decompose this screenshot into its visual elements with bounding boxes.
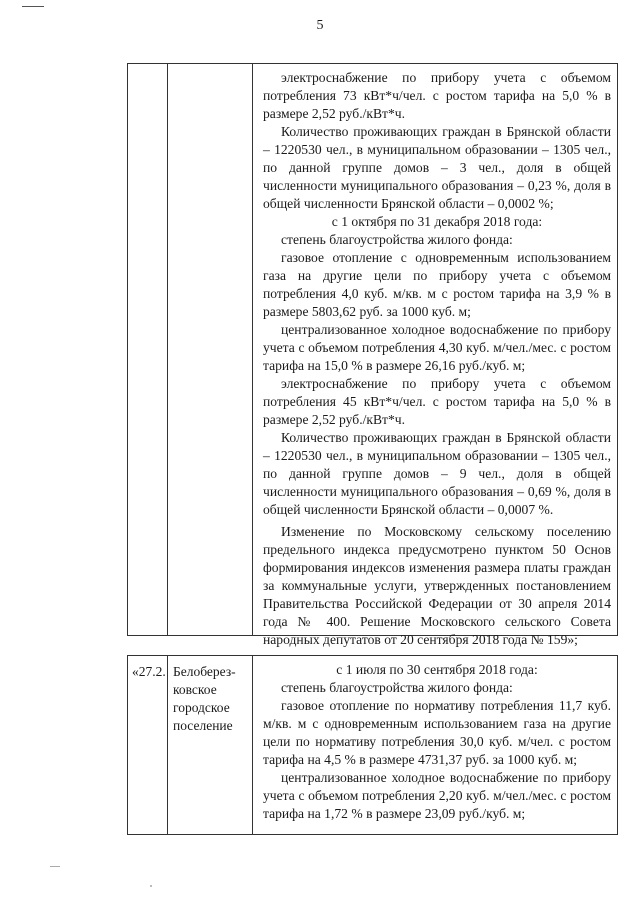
settlement-name-cell: [168, 64, 253, 635]
paragraph: Количество проживающих граждан в Брянской области – 1220530 чел., в муниципальном образовании – 1305 чел., по данной группе домов – 9 чел., доля в общей численности муниципального образования – 0,69 %, доля в общей численности Брянской области – 0,0007 %.: [263, 430, 611, 517]
description-cell: [253, 64, 617, 647]
margin-mark: [50, 866, 60, 867]
paragraph: степень благоустройства жилого фонда:: [281, 680, 513, 695]
scan-speck: [150, 885, 152, 887]
description-cell: [253, 656, 617, 834]
table-row-27-2: [127, 655, 618, 835]
period-heading: с 1 июля по 30 сентября 2018 года:: [336, 662, 538, 677]
paragraph: газовое отопление с одновременным использованием газа на другие цели по прибору учета с объемом потребления 4,0 куб. м/кв. м с ростом тарифа на 3,9 % в размере 5803,62 руб. за 1000 куб. м;: [263, 250, 611, 319]
paragraph: газовое отопление по нормативу потребления 11,7 куб. м/кв. м с одновременным использованием газа на другие цели по нормативу потребления 30,0 куб. м/чел. с ростом тарифа на 4,5 % в размере 4731,37 руб. за 1000 куб. м;: [263, 698, 611, 767]
paragraph: Изменение по Московскому сельскому поселению предельного индекса предусмотрено пунктом 50 Основ формирования индексов изменения размера платы граждан за коммунальные услуги, утвержденных постановлением Правительства Российской Федерации от 30 апреля 2014 года № 400. Решение Московского сельского Совета народных депутатов от 20 сентября 2018 года № 159»;: [263, 524, 611, 647]
settlement-name-cell: Белоберез-ковское городское поселение: [168, 656, 253, 834]
paragraph: степень благоустройства жилого фонда:: [281, 232, 513, 247]
paragraph: электроснабжение по прибору учета с объемом потребления 45 кВт*ч/чел. с ростом тарифа на 5,0 % в размере 2,52 руб./кВт*ч.: [263, 376, 611, 427]
paragraph: централизованное холодное водоснабжение по прибору учета с объемом потребления 2,20 куб. м/чел./мес. с ростом тарифа на 1,72 % в размере 23,09 руб./куб. м;: [263, 770, 611, 821]
table-row-continuation: [127, 63, 618, 647]
page-number: 5: [316, 18, 324, 33]
paragraph: электроснабжение по прибору учета с объемом потребления 73 кВт*ч/чел. с ростом тарифа на 5,0 % в размере 2,52 руб./кВт*ч.: [263, 70, 611, 121]
top-edge-mark: [22, 6, 44, 7]
period-heading: с 1 октября по 31 декабря 2018 года:: [331, 214, 543, 229]
paragraph: Количество проживающих граждан в Брянской области – 1220530 чел., в муниципальном образовании – 1305 чел., по данной группе домов – 3 чел., доля в общей численности муниципального образования – 0,23 %, доля в общей численности Брянской области – 0,0002 %;: [263, 124, 611, 211]
document-table: [127, 63, 618, 835]
row-number-cell: [128, 64, 168, 635]
row-number-cell: «27.2.: [128, 656, 168, 834]
paragraph: централизованное холодное водоснабжение по прибору учета с объемом потребления 4,30 куб. м/чел./мес. с ростом тарифа на 15,0 % в размере 26,16 руб./куб. м;: [263, 322, 611, 373]
